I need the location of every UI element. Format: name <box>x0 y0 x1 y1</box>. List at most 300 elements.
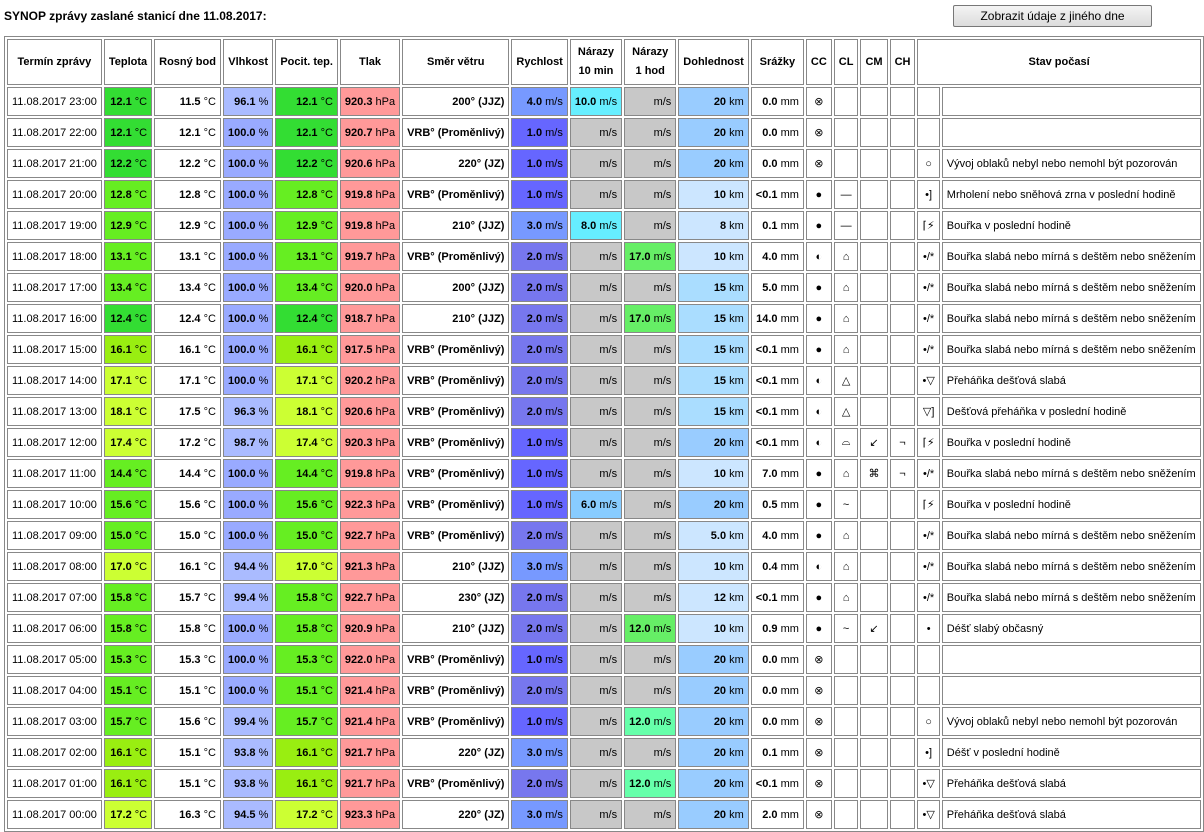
value: 100.0 <box>227 374 256 387</box>
cell-weather-text: Dešťová přeháňka v poslední hodině <box>942 397 1201 426</box>
value: 13.1 <box>296 250 318 263</box>
cell-speed <box>511 521 567 550</box>
value: 18.1 <box>110 405 132 418</box>
unit-label: °C <box>203 777 216 790</box>
value: 1.0 <box>526 715 543 728</box>
unit-label: °C <box>320 405 333 418</box>
unit-label: °C <box>203 653 216 666</box>
cell-dew <box>154 800 221 829</box>
cell-weather-icon: •/* <box>917 304 939 333</box>
value: 2.0 <box>526 622 543 635</box>
cell-weather-text: Bouřka slabá nebo mírná s deštěm nebo sněžením <box>942 304 1201 333</box>
cell-wind-dir: VRB° (Proměnlivý) <box>402 459 509 488</box>
value: 1.0 <box>526 653 543 666</box>
unit-label: mm <box>780 436 799 449</box>
cell-cl-icon: ⌓ <box>834 428 859 457</box>
unit-label: % <box>258 219 269 232</box>
cell-time: 11.08.2017 23:00 <box>7 87 102 116</box>
unit-label: hPa <box>375 653 396 666</box>
value: 0.5 <box>762 498 778 511</box>
cell-dew <box>154 428 221 457</box>
cell-gust-1h <box>624 521 676 550</box>
cell-pressure <box>340 180 400 209</box>
cell-cm-icon <box>860 242 887 271</box>
cell-speed <box>511 614 567 643</box>
cell-weather-text: Bouřka v poslední hodině <box>942 490 1201 519</box>
unit-label: m/s <box>599 746 618 759</box>
cell-dew <box>154 676 221 705</box>
cell-time: 11.08.2017 03:00 <box>7 707 102 736</box>
cell-cc-icon: ⊗ <box>806 118 832 147</box>
unit-label: °C <box>203 498 216 511</box>
cell-speed <box>511 800 567 829</box>
value: 15.8 <box>110 622 132 635</box>
unit-label: hPa <box>375 343 396 356</box>
cell-speed <box>511 149 567 178</box>
cell-cc-icon: ● <box>806 273 832 302</box>
value: 1.0 <box>526 498 543 511</box>
cell-pressure <box>340 211 400 240</box>
cell-feels <box>275 87 338 116</box>
cell-cm-icon <box>860 800 887 829</box>
unit-label: m/s <box>545 529 563 542</box>
cell-feels <box>275 583 338 612</box>
value: 2.0 <box>762 808 778 821</box>
col-gust-1h <box>624 39 676 85</box>
cell-precip <box>751 335 804 364</box>
table-row <box>7 149 1201 178</box>
cell-dew <box>154 397 221 426</box>
value: 15 <box>713 312 727 325</box>
cell-visibility <box>678 800 749 829</box>
cell-temp <box>104 490 152 519</box>
cell-pressure <box>340 242 400 271</box>
cell-weather-text: Vývoj oblaků nebyl nebo nemohl být pozorován <box>942 707 1201 736</box>
cell-time: 11.08.2017 04:00 <box>7 676 102 705</box>
unit-label: km <box>729 467 744 480</box>
cell-gust-1h <box>624 428 676 457</box>
unit-label: m/s <box>545 126 563 139</box>
cell-time: 11.08.2017 08:00 <box>7 552 102 581</box>
cell-temp <box>104 211 152 240</box>
unit-label: % <box>258 653 269 666</box>
unit-label: m/s <box>545 374 563 387</box>
value: 20 <box>713 157 727 170</box>
cell-wind-dir: VRB° (Proměnlivý) <box>402 242 509 271</box>
cell-weather-icon: ⌈⚡ <box>917 211 939 240</box>
cell-visibility <box>678 521 749 550</box>
value: 920.6 <box>344 405 373 418</box>
table-header-row <box>7 39 1201 85</box>
unit-label: m/s <box>599 560 618 573</box>
cell-weather-icon: •/* <box>917 335 939 364</box>
unit-label: °C <box>134 591 148 604</box>
value: 93.8 <box>234 746 256 759</box>
unit-label: m/s <box>545 684 563 697</box>
value: 11.5 <box>179 95 201 108</box>
cell-weather-icon: •/* <box>917 521 939 550</box>
cell-speed <box>511 490 567 519</box>
cell-visibility <box>678 211 749 240</box>
unit-label: m/s <box>545 343 563 356</box>
value: 13.1 <box>110 250 132 263</box>
cell-visibility <box>678 242 749 271</box>
value: 15.6 <box>179 498 201 511</box>
cell-dew <box>154 738 221 767</box>
unit-label: °C <box>134 746 148 759</box>
table-row <box>7 614 1201 643</box>
value: 12 <box>713 591 727 604</box>
unit-label: m/s <box>545 95 563 108</box>
value: 100.0 <box>227 281 256 294</box>
cell-weather-icon: •] <box>917 738 939 767</box>
cell-ch-icon <box>890 738 916 767</box>
cell-pressure <box>340 738 400 767</box>
cell-humidity <box>223 211 273 240</box>
cell-cl-icon <box>834 645 859 674</box>
cell-temp <box>104 707 152 736</box>
cell-cl-icon: ⌂ <box>834 552 859 581</box>
cell-cl-icon <box>834 149 859 178</box>
cell-feels <box>275 273 338 302</box>
value: 16.1 <box>179 560 201 573</box>
cell-temp <box>104 273 152 302</box>
col-temp: Teplota <box>104 39 152 85</box>
cell-ch-icon <box>890 149 916 178</box>
cell-speed <box>511 366 567 395</box>
cell-speed <box>511 645 567 674</box>
unit-label: °C <box>134 684 148 697</box>
cell-wind-dir: VRB° (Proměnlivý) <box>402 335 509 364</box>
unit-label: km <box>729 219 744 232</box>
unit-label: m/s <box>545 436 563 449</box>
value: 920.0 <box>344 281 373 294</box>
col-gust-1h-line1: Nárazy <box>632 46 669 58</box>
unit-label: % <box>258 591 269 604</box>
cell-dew <box>154 118 221 147</box>
table-row <box>7 397 1201 426</box>
cell-humidity <box>223 552 273 581</box>
unit-label: m/s <box>599 591 618 604</box>
cell-precip <box>751 583 804 612</box>
value: 15.6 <box>179 715 201 728</box>
value: 0.9 <box>762 622 778 635</box>
cell-visibility <box>678 428 749 457</box>
unit-label: mm <box>780 188 799 201</box>
unit-label: m/s <box>653 250 672 263</box>
unit-label: m/s <box>545 746 563 759</box>
unit-label: m/s <box>653 622 672 635</box>
cell-ch-icon <box>890 769 916 798</box>
table-row <box>7 242 1201 271</box>
unit-label: hPa <box>375 808 396 821</box>
value: 12.4 <box>296 312 318 325</box>
value: 15.0 <box>179 529 201 542</box>
unit-label: m/s <box>653 157 672 170</box>
cell-speed <box>511 428 567 457</box>
cell-weather-text: Mrholení nebo sněhová zrna v poslední hodině <box>942 180 1201 209</box>
unit-label: mm <box>780 467 799 480</box>
value: 17.1 <box>179 374 201 387</box>
unit-label: mm <box>780 95 799 108</box>
value: 919.8 <box>344 467 373 480</box>
unit-label: hPa <box>375 622 396 635</box>
unit-label: % <box>258 343 269 356</box>
cell-weather-text: Přeháňka dešťová slabá <box>942 366 1201 395</box>
col-humidity: Vlhkost <box>223 39 273 85</box>
unit-label: km <box>729 188 744 201</box>
cell-gust-10min <box>570 800 622 829</box>
cell-ch-icon <box>890 335 916 364</box>
unit-label: m/s <box>599 808 618 821</box>
cell-weather-text: Bouřka slabá nebo mírná s deštěm nebo sněžením <box>942 335 1201 364</box>
cell-cc-icon: ◐ <box>806 428 832 457</box>
col-feels: Pocit. tep. <box>275 39 338 85</box>
cell-cc-icon: ⊗ <box>806 769 832 798</box>
unit-label: mm <box>780 498 799 511</box>
unit-label: mm <box>780 560 799 573</box>
cell-cc-icon: ⊗ <box>806 87 832 116</box>
cell-pressure <box>340 273 400 302</box>
cell-gust-1h <box>624 490 676 519</box>
cell-precip <box>751 738 804 767</box>
col-wind-dir: Směr větru <box>402 39 509 85</box>
unit-label: m/s <box>653 746 672 759</box>
cell-wind-dir: VRB° (Proměnlivý) <box>402 645 509 674</box>
unit-label: km <box>729 126 744 139</box>
cell-precip <box>751 521 804 550</box>
value: 8 <box>719 219 727 232</box>
unit-label: °C <box>203 281 216 294</box>
unit-label: °C <box>320 436 333 449</box>
unit-label: m/s <box>599 374 618 387</box>
cell-precip <box>751 645 804 674</box>
unit-label: °C <box>134 95 148 108</box>
unit-label: °C <box>320 715 333 728</box>
unit-label: % <box>258 436 269 449</box>
unit-label: hPa <box>375 777 396 790</box>
cell-pressure <box>340 676 400 705</box>
cell-time: 11.08.2017 14:00 <box>7 366 102 395</box>
cell-precip <box>751 118 804 147</box>
cell-dew <box>154 149 221 178</box>
unit-label: m/s <box>599 281 618 294</box>
cell-dew <box>154 583 221 612</box>
cell-cm-icon <box>860 738 887 767</box>
cell-cm-icon <box>860 149 887 178</box>
cell-cm-icon <box>860 273 887 302</box>
unit-label: °C <box>320 622 333 635</box>
cell-gust-1h <box>624 149 676 178</box>
cell-visibility <box>678 552 749 581</box>
cell-ch-icon <box>890 707 916 736</box>
unit-label: km <box>729 560 744 573</box>
unit-label: °C <box>203 622 216 635</box>
unit-label: hPa <box>375 529 396 542</box>
col-speed: Rychlost <box>511 39 567 85</box>
unit-label: °C <box>203 715 216 728</box>
value: 100.0 <box>227 653 256 666</box>
unit-label: mm <box>780 219 799 232</box>
unit-label: °C <box>320 746 333 759</box>
cell-gust-10min <box>570 707 622 736</box>
unit-label: km <box>729 405 744 418</box>
unit-label: % <box>258 374 269 387</box>
cell-feels <box>275 335 338 364</box>
unit-label: °C <box>203 684 216 697</box>
value: 3.0 <box>526 746 543 759</box>
value: 2.0 <box>526 684 543 697</box>
cell-humidity <box>223 521 273 550</box>
cell-precip <box>751 459 804 488</box>
unit-label: mm <box>780 126 799 139</box>
cell-precip <box>751 707 804 736</box>
value: <0.1 <box>755 374 778 387</box>
cell-ch-icon <box>890 800 916 829</box>
cell-weather-icon: ▽] <box>917 397 939 426</box>
value: 17.2 <box>296 808 318 821</box>
cell-temp <box>104 583 152 612</box>
cell-precip <box>751 211 804 240</box>
cell-gust-10min <box>570 335 622 364</box>
unit-label: km <box>729 777 744 790</box>
unit-label: km <box>729 746 744 759</box>
unit-label: % <box>258 777 269 790</box>
unit-label: mm <box>780 281 799 294</box>
unit-label: °C <box>134 436 148 449</box>
unit-label: m/s <box>545 560 563 573</box>
cell-visibility <box>678 366 749 395</box>
value: 17.0 <box>629 312 651 325</box>
unit-label: °C <box>134 808 148 821</box>
cell-cm-icon <box>860 118 887 147</box>
value: 919.8 <box>344 219 373 232</box>
cell-gust-10min <box>570 583 622 612</box>
value: 15.8 <box>179 622 201 635</box>
cell-pressure <box>340 335 400 364</box>
cell-visibility <box>678 614 749 643</box>
cell-cl-icon: ~ <box>834 490 859 519</box>
unit-label: mm <box>780 343 799 356</box>
unit-label: °C <box>203 126 216 139</box>
cell-dew <box>154 645 221 674</box>
value: 15.0 <box>110 529 132 542</box>
cell-visibility <box>678 273 749 302</box>
value: 20 <box>713 126 727 139</box>
cell-pressure <box>340 583 400 612</box>
cell-humidity <box>223 366 273 395</box>
value: 12.1 <box>296 95 318 108</box>
cell-precip <box>751 149 804 178</box>
cell-cl-icon <box>834 738 859 767</box>
unit-label: % <box>258 95 269 108</box>
table-row <box>7 521 1201 550</box>
value: 3.0 <box>526 560 543 573</box>
value: 917.5 <box>344 343 373 356</box>
value: 100.0 <box>227 126 256 139</box>
value: 14.4 <box>296 467 318 480</box>
unit-label: m/s <box>545 591 563 604</box>
cell-gust-1h <box>624 676 676 705</box>
unit-label: hPa <box>375 374 396 387</box>
cell-cm-icon <box>860 521 887 550</box>
value: 0.0 <box>762 684 778 697</box>
value: 12.1 <box>110 126 132 139</box>
unit-label: m/s <box>599 653 618 666</box>
value: 922.7 <box>344 529 373 542</box>
cell-weather-icon <box>917 87 939 116</box>
unit-label: % <box>258 250 269 263</box>
cell-time: 11.08.2017 09:00 <box>7 521 102 550</box>
value: 100.0 <box>227 219 256 232</box>
value: 17.4 <box>296 436 318 449</box>
value: 16.1 <box>110 746 132 759</box>
cell-humidity <box>223 769 273 798</box>
unit-label: m/s <box>599 126 618 139</box>
value: 100.0 <box>227 250 256 263</box>
unit-label: °C <box>320 95 333 108</box>
value: 918.7 <box>344 312 373 325</box>
value: 12.9 <box>296 219 318 232</box>
cell-time: 11.08.2017 11:00 <box>7 459 102 488</box>
value: 100.0 <box>227 498 256 511</box>
unit-label: °C <box>320 250 333 263</box>
unit-label: °C <box>134 622 148 635</box>
cell-pressure <box>340 397 400 426</box>
unit-label: m/s <box>545 653 563 666</box>
unit-label: °C <box>203 746 216 759</box>
col-precip: Srážky <box>751 39 804 85</box>
value: 13.4 <box>110 281 132 294</box>
unit-label: hPa <box>375 281 396 294</box>
value: 17.2 <box>179 436 201 449</box>
unit-label: % <box>258 808 269 821</box>
value: 0.1 <box>762 219 778 232</box>
unit-label: °C <box>203 157 216 170</box>
col-cm: CM <box>860 39 887 85</box>
cell-precip <box>751 769 804 798</box>
unit-label: hPa <box>375 405 396 418</box>
value: 94.4 <box>234 560 256 573</box>
table-row <box>7 428 1201 457</box>
table-row <box>7 118 1201 147</box>
cell-temp <box>104 397 152 426</box>
value: 920.3 <box>344 95 373 108</box>
cell-precip <box>751 614 804 643</box>
cell-speed <box>511 459 567 488</box>
unit-label: °C <box>203 188 216 201</box>
value: 12.2 <box>179 157 201 170</box>
table-row <box>7 180 1201 209</box>
cell-cm-icon <box>860 180 887 209</box>
cell-wind-dir: 230° (JZ) <box>402 583 509 612</box>
cell-wind-dir: 210° (JJZ) <box>402 211 509 240</box>
unit-label: °C <box>203 529 216 542</box>
value: 1.0 <box>526 157 543 170</box>
unit-label: % <box>258 715 269 728</box>
value: 15.3 <box>110 653 132 666</box>
value: 13.4 <box>179 281 201 294</box>
show-other-day-button[interactable]: Zobrazit údaje z jiného dne <box>953 5 1152 27</box>
cell-visibility <box>678 335 749 364</box>
cell-dew <box>154 211 221 240</box>
value: 919.8 <box>344 188 373 201</box>
cell-cl-icon: ~ <box>834 614 859 643</box>
cell-wind-dir: 220° (JZ) <box>402 800 509 829</box>
cell-cc-icon: ⊗ <box>806 676 832 705</box>
cell-gust-10min <box>570 149 622 178</box>
unit-label: km <box>729 436 744 449</box>
